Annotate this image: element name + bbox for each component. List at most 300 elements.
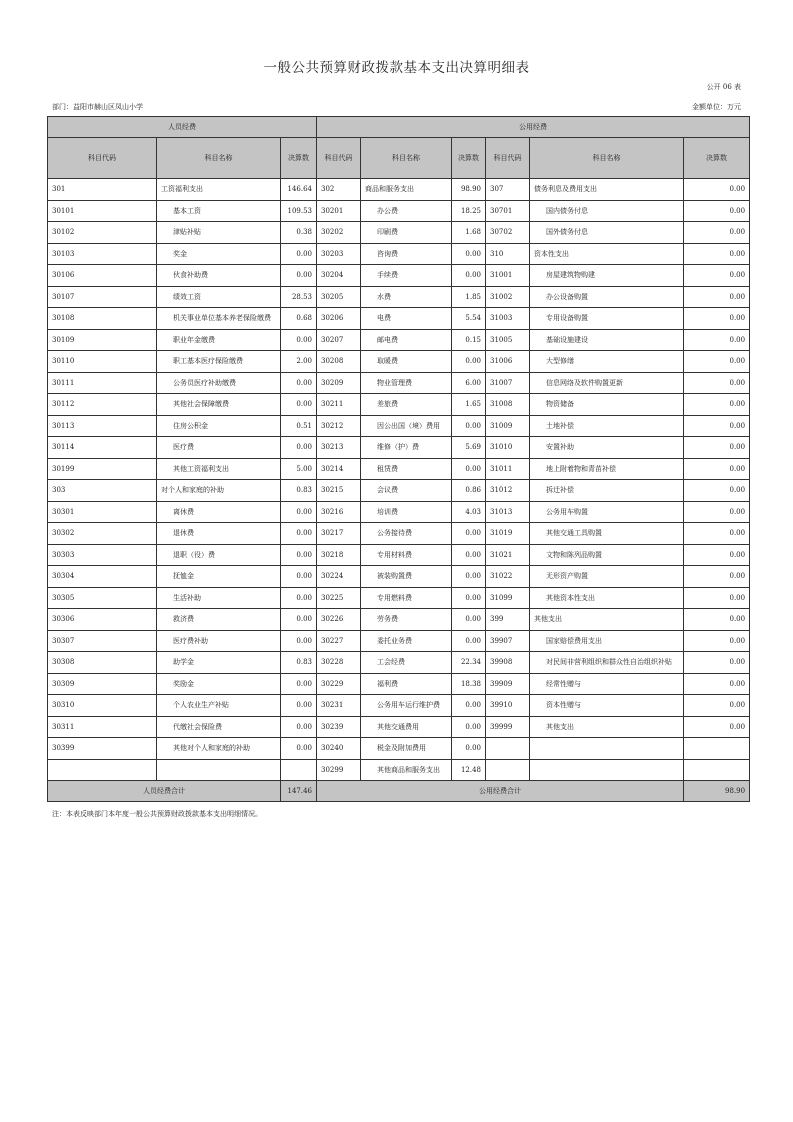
public-code-cell: 30201: [317, 200, 361, 222]
public-amount-cell: 0.00: [684, 716, 750, 738]
public-code-cell: 30216: [317, 501, 361, 523]
public-amount-cell: 0.00: [684, 501, 750, 523]
department-label: 部门：益阳市赫山区凤山小学: [52, 103, 143, 111]
personnel-amount-cell: 0.00: [281, 329, 317, 351]
personnel-amount-cell: 0.00: [281, 566, 317, 588]
public-amount-cell: 0.00: [684, 695, 750, 717]
personnel-code-cell: 30108: [48, 308, 157, 330]
public-name-cell: 取暖费: [361, 351, 452, 373]
public-name-cell: 印刷费: [361, 222, 452, 244]
public-code-cell: 30218: [317, 544, 361, 566]
personnel-code-cell: 30307: [48, 630, 157, 652]
table-row: [48, 458, 750, 480]
table-row: [48, 372, 750, 394]
public-code-cell: 31002: [486, 286, 530, 308]
public-amount-cell: 0.00: [684, 544, 750, 566]
personnel-name-cell: 离休费: [157, 501, 281, 523]
public-name-cell: 电费: [361, 308, 452, 330]
code-header: 科目代码: [48, 138, 157, 179]
public-code-cell: 31003: [486, 308, 530, 330]
header-column-row: [48, 138, 750, 179]
public-name-cell: 维修（护）费: [361, 437, 452, 459]
table-row: [48, 587, 750, 609]
personnel-name-cell: 公务员医疗补助缴费: [157, 372, 281, 394]
personnel-code-cell: 30102: [48, 222, 157, 244]
personnel-total-label: 人员经费合计: [48, 781, 281, 802]
public-name-cell: 其他交通费用: [361, 716, 452, 738]
public-name-cell: 其他交通工具购置: [530, 523, 684, 545]
public-amount-cell: 1.65: [452, 394, 486, 416]
personnel-amount-cell: 0.00: [281, 501, 317, 523]
public-header: 公用经费: [317, 117, 750, 138]
public-amount-cell: 0.00: [684, 587, 750, 609]
personnel-name-cell: 住房公积金: [157, 415, 281, 437]
public-code-cell: 31012: [486, 480, 530, 502]
personnel-amount-cell: 0.00: [281, 437, 317, 459]
public-code-cell: 30239: [317, 716, 361, 738]
table-row: [48, 265, 750, 287]
personnel-code-cell: 30302: [48, 523, 157, 545]
personnel-code-cell: 30107: [48, 286, 157, 308]
table-row: [48, 286, 750, 308]
public-amount-cell: 0.00: [684, 630, 750, 652]
amount-header: 决算数: [281, 138, 317, 179]
public-code-cell: 39910: [486, 695, 530, 717]
personnel-name-cell: 机关事业单位基本养老保险缴费: [157, 308, 281, 330]
public-name-cell: 因公出国（境）费用: [361, 415, 452, 437]
personnel-name-cell: 其他工资福利支出: [157, 458, 281, 480]
table-row: [48, 523, 750, 545]
public-code-cell: 302: [317, 179, 361, 201]
amount-header: 决算数: [452, 138, 486, 179]
public-name-cell: 工会经费: [361, 652, 452, 674]
name-header: 科目名称: [530, 138, 684, 179]
public-name-cell: 办公设备购置: [530, 286, 684, 308]
unit-label: 金额单位：万元: [692, 103, 741, 111]
public-amount-cell: 0.00: [452, 695, 486, 717]
public-amount-cell: 0.00: [452, 415, 486, 437]
public-amount-cell: 0.00: [684, 243, 750, 265]
public-name-cell: 无形资产购置: [530, 566, 684, 588]
public-amount-cell: 0.00: [684, 437, 750, 459]
public-amount-cell: [684, 738, 750, 760]
public-name-cell: 经常性赠与: [530, 673, 684, 695]
personnel-amount-cell: 0.00: [281, 523, 317, 545]
table-row: [48, 501, 750, 523]
personnel-name-cell: 退职（役）费: [157, 544, 281, 566]
personnel-code-cell: 30101: [48, 200, 157, 222]
public-name-cell: 信息网络及软件购置更新: [530, 372, 684, 394]
public-code-cell: 30211: [317, 394, 361, 416]
public-code-cell: 31006: [486, 351, 530, 373]
public-name-cell: 劳务费: [361, 609, 452, 631]
personnel-name-cell: 医疗费: [157, 437, 281, 459]
footnote: 注：本表反映部门本年度一般公共预算财政拨款基本支出明细情况。: [52, 810, 262, 818]
public-amount-cell: 0.00: [684, 458, 750, 480]
public-code-cell: 30227: [317, 630, 361, 652]
public-code-cell: 30217: [317, 523, 361, 545]
public-code-cell: 30205: [317, 286, 361, 308]
personnel-name-cell: 抚恤金: [157, 566, 281, 588]
public-code-cell: 30203: [317, 243, 361, 265]
personnel-amount-cell: 0.00: [281, 394, 317, 416]
public-name-cell: 差旅费: [361, 394, 452, 416]
public-name-cell: 被装购置费: [361, 566, 452, 588]
public-amount-cell: 22.34: [452, 652, 486, 674]
personnel-amount-cell: 146.64: [281, 179, 317, 201]
public-amount-cell: 0.00: [684, 222, 750, 244]
personnel-amount-cell: 0.51: [281, 415, 317, 437]
public-code-cell: 39907: [486, 630, 530, 652]
public-name-cell: 水费: [361, 286, 452, 308]
personnel-amount-cell: 0.00: [281, 738, 317, 760]
code-header: 科目代码: [317, 138, 361, 179]
public-code-cell: 30702: [486, 222, 530, 244]
public-amount-cell: 0.00: [684, 673, 750, 695]
public-name-cell: 其他商品和服务支出: [361, 759, 452, 781]
public-code-cell: [486, 759, 530, 781]
personnel-name-cell: 奖励金: [157, 673, 281, 695]
public-code-cell: 30224: [317, 566, 361, 588]
public-code-cell: 30206: [317, 308, 361, 330]
personnel-name-cell: 救济费: [157, 609, 281, 631]
public-amount-cell: 1.68: [452, 222, 486, 244]
table-row: [48, 243, 750, 265]
personnel-amount-cell: 0.83: [281, 652, 317, 674]
public-name-cell: 安置补助: [530, 437, 684, 459]
public-amount-cell: 0.00: [452, 716, 486, 738]
personnel-amount-cell: 0.00: [281, 673, 317, 695]
public-name-cell: 咨询费: [361, 243, 452, 265]
public-amount-cell: 0.00: [684, 415, 750, 437]
public-name-cell: 公务接待费: [361, 523, 452, 545]
personnel-code-cell: 30113: [48, 415, 157, 437]
personnel-code-cell: 301: [48, 179, 157, 201]
public-code-cell: 30701: [486, 200, 530, 222]
public-amount-cell: 0.00: [684, 523, 750, 545]
public-code-cell: 30208: [317, 351, 361, 373]
table-row: [48, 673, 750, 695]
table-row: [48, 351, 750, 373]
personnel-header: 人员经费: [48, 117, 317, 138]
personnel-code-cell: 30106: [48, 265, 157, 287]
personnel-name-cell: 其他对个人和家庭的补助: [157, 738, 281, 760]
public-name-cell: 物资储备: [530, 394, 684, 416]
public-amount-cell: 4.03: [452, 501, 486, 523]
public-amount-cell: 0.00: [684, 394, 750, 416]
public-name-cell: 其他支出: [530, 716, 684, 738]
table-row: [48, 308, 750, 330]
table-row: [48, 544, 750, 566]
public-amount-cell: 0.00: [684, 329, 750, 351]
name-header: 科目名称: [157, 138, 281, 179]
table-row: [48, 652, 750, 674]
public-code-cell: 31022: [486, 566, 530, 588]
personnel-name-cell: 职工基本医疗保险缴费: [157, 351, 281, 373]
public-amount-cell: 0.00: [452, 544, 486, 566]
personnel-code-cell: 30303: [48, 544, 157, 566]
personnel-amount-cell: 28.53: [281, 286, 317, 308]
public-name-cell: [530, 738, 684, 760]
personnel-code-cell: 30103: [48, 243, 157, 265]
public-code-cell: 31001: [486, 265, 530, 287]
personnel-amount-cell: 109.53: [281, 200, 317, 222]
public-name-cell: 办公费: [361, 200, 452, 222]
public-amount-cell: 0.00: [684, 308, 750, 330]
public-name-cell: 对民间非营利组织和群众性自治组织补贴: [530, 652, 684, 674]
public-amount-cell: 0.00: [684, 286, 750, 308]
public-code-cell: [486, 738, 530, 760]
public-amount-cell: 0.86: [452, 480, 486, 502]
public-amount-cell: 5.69: [452, 437, 486, 459]
table-body: [48, 179, 750, 781]
personnel-name-cell: 医疗费补助: [157, 630, 281, 652]
personnel-name-cell: 伙食补助费: [157, 265, 281, 287]
public-code-cell: 30228: [317, 652, 361, 674]
public-name-cell: 公务用车运行维护费: [361, 695, 452, 717]
public-amount-cell: 12.48: [452, 759, 486, 781]
public-name-cell: 土地补偿: [530, 415, 684, 437]
public-amount-cell: 0.00: [452, 458, 486, 480]
personnel-amount-cell: 0.00: [281, 372, 317, 394]
public-name-cell: [530, 759, 684, 781]
public-amount-cell: 6.00: [452, 372, 486, 394]
personnel-amount-cell: 5.00: [281, 458, 317, 480]
personnel-amount-cell: 0.00: [281, 243, 317, 265]
public-name-cell: 基础设施建设: [530, 329, 684, 351]
public-amount-cell: 0.00: [452, 265, 486, 287]
public-code-cell: 399: [486, 609, 530, 631]
public-amount-cell: 0.00: [452, 738, 486, 760]
public-name-cell: 税金及附加费用: [361, 738, 452, 760]
personnel-total-value: 147.46: [281, 781, 317, 802]
public-amount-cell: [684, 759, 750, 781]
personnel-name-cell: 职业年金缴费: [157, 329, 281, 351]
public-name-cell: 租赁费: [361, 458, 452, 480]
personnel-amount-cell: 0.38: [281, 222, 317, 244]
personnel-amount-cell: 0.00: [281, 716, 317, 738]
name-header: 科目名称: [361, 138, 452, 179]
table-row: [48, 716, 750, 738]
table-row: [48, 329, 750, 351]
personnel-code-cell: [48, 759, 157, 781]
expenditure-table: [47, 116, 750, 802]
table-row: [48, 222, 750, 244]
personnel-amount-cell: 0.00: [281, 544, 317, 566]
public-name-cell: 邮电费: [361, 329, 452, 351]
public-amount-cell: 0.00: [684, 480, 750, 502]
amount-header: 决算数: [684, 138, 750, 179]
public-amount-cell: 0.00: [452, 609, 486, 631]
table-row: [48, 200, 750, 222]
public-amount-cell: 98.90: [452, 179, 486, 201]
public-name-cell: 资本性赠与: [530, 695, 684, 717]
public-code-cell: 31013: [486, 501, 530, 523]
public-name-cell: 房屋建筑物购建: [530, 265, 684, 287]
public-code-cell: 39908: [486, 652, 530, 674]
personnel-name-cell: 基本工资: [157, 200, 281, 222]
personnel-amount-cell: 0.00: [281, 265, 317, 287]
personnel-code-cell: 30109: [48, 329, 157, 351]
personnel-code-cell: 30114: [48, 437, 157, 459]
personnel-amount-cell: 2.00: [281, 351, 317, 373]
personnel-code-cell: 30301: [48, 501, 157, 523]
public-name-cell: 手续费: [361, 265, 452, 287]
personnel-name-cell: 工资福利支出: [157, 179, 281, 201]
personnel-code-cell: 303: [48, 480, 157, 502]
personnel-amount-cell: 0.00: [281, 609, 317, 631]
public-code-cell: 30215: [317, 480, 361, 502]
personnel-amount-cell: 0.83: [281, 480, 317, 502]
totals-row: [48, 781, 750, 802]
public-code-cell: 31019: [486, 523, 530, 545]
personnel-code-cell: 30110: [48, 351, 157, 373]
public-code-cell: 30229: [317, 673, 361, 695]
public-name-cell: 公务用车购置: [530, 501, 684, 523]
page-title: 一般公共预算财政拨款基本支出决算明细表: [263, 60, 530, 76]
public-amount-cell: 0.00: [684, 372, 750, 394]
personnel-amount-cell: 0.00: [281, 587, 317, 609]
public-code-cell: 31011: [486, 458, 530, 480]
public-name-cell: 大型修缮: [530, 351, 684, 373]
table-row: [48, 630, 750, 652]
personnel-name-cell: 津贴补贴: [157, 222, 281, 244]
personnel-name-cell: 生活补助: [157, 587, 281, 609]
personnel-name-cell: 奖金: [157, 243, 281, 265]
personnel-code-cell: 30311: [48, 716, 157, 738]
public-amount-cell: 5.54: [452, 308, 486, 330]
public-name-cell: 文物和陈列品购置: [530, 544, 684, 566]
personnel-name-cell: 对个人和家庭的补助: [157, 480, 281, 502]
public-code-cell: 30299: [317, 759, 361, 781]
public-code-cell: 30209: [317, 372, 361, 394]
table-row: [48, 609, 750, 631]
public-amount-cell: 0.00: [684, 609, 750, 631]
public-code-cell: 30214: [317, 458, 361, 480]
public-name-cell: 其他支出: [530, 609, 684, 631]
table-row: [48, 179, 750, 201]
public-amount-cell: 18.38: [452, 673, 486, 695]
public-amount-cell: 0.00: [684, 351, 750, 373]
public-code-cell: 31099: [486, 587, 530, 609]
public-name-cell: 专用材料费: [361, 544, 452, 566]
public-code-cell: 310: [486, 243, 530, 265]
public-code-cell: 31007: [486, 372, 530, 394]
public-code-cell: 30231: [317, 695, 361, 717]
public-code-cell: 30212: [317, 415, 361, 437]
public-code-cell: 31008: [486, 394, 530, 416]
public-name-cell: 资本性支出: [530, 243, 684, 265]
form-number: 公开 06 表: [706, 83, 741, 91]
personnel-name-cell: 个人农业生产补贴: [157, 695, 281, 717]
table-row: [48, 394, 750, 416]
public-name-cell: 物业管理费: [361, 372, 452, 394]
public-code-cell: 30226: [317, 609, 361, 631]
table-row: [48, 480, 750, 502]
public-name-cell: 国家赔偿费用支出: [530, 630, 684, 652]
header-group-row: [48, 117, 750, 138]
public-amount-cell: 0.00: [684, 200, 750, 222]
personnel-amount-cell: 0.00: [281, 695, 317, 717]
public-code-cell: 39999: [486, 716, 530, 738]
personnel-name-cell: 退休费: [157, 523, 281, 545]
public-name-cell: 专用设备购置: [530, 308, 684, 330]
personnel-amount-cell: 0.68: [281, 308, 317, 330]
table-row: [48, 437, 750, 459]
public-code-cell: 30240: [317, 738, 361, 760]
personnel-name-cell: 代缴社会保险费: [157, 716, 281, 738]
public-code-cell: 307: [486, 179, 530, 201]
public-name-cell: 专用燃料费: [361, 587, 452, 609]
public-name-cell: 债务利息及费用支出: [530, 179, 684, 201]
public-code-cell: 30204: [317, 265, 361, 287]
personnel-code-cell: 30112: [48, 394, 157, 416]
public-amount-cell: 0.00: [684, 179, 750, 201]
personnel-name-cell: [157, 759, 281, 781]
public-code-cell: 31010: [486, 437, 530, 459]
personnel-name-cell: 其他社会保障缴费: [157, 394, 281, 416]
public-name-cell: 拆迁补偿: [530, 480, 684, 502]
public-total-label: 公用经费合计: [317, 781, 684, 802]
public-amount-cell: 1.85: [452, 286, 486, 308]
public-code-cell: 31009: [486, 415, 530, 437]
personnel-code-cell: 30304: [48, 566, 157, 588]
public-amount-cell: 0.00: [452, 351, 486, 373]
personnel-name-cell: 助学金: [157, 652, 281, 674]
public-name-cell: 地上附着物和青苗补偿: [530, 458, 684, 480]
public-name-cell: 国外债务付息: [530, 222, 684, 244]
public-amount-cell: 0.00: [684, 652, 750, 674]
public-amount-cell: 0.00: [684, 265, 750, 287]
public-amount-cell: 18.25: [452, 200, 486, 222]
public-code-cell: 31005: [486, 329, 530, 351]
personnel-code-cell: 30399: [48, 738, 157, 760]
table-row: [48, 415, 750, 437]
code-header: 科目代码: [486, 138, 530, 179]
personnel-code-cell: 30310: [48, 695, 157, 717]
personnel-code-cell: 30306: [48, 609, 157, 631]
personnel-code-cell: 30111: [48, 372, 157, 394]
public-total-value: 98.90: [684, 781, 750, 802]
public-amount-cell: 0.00: [452, 243, 486, 265]
public-amount-cell: 0.00: [452, 630, 486, 652]
personnel-code-cell: 30309: [48, 673, 157, 695]
public-code-cell: 30207: [317, 329, 361, 351]
public-code-cell: 30225: [317, 587, 361, 609]
public-amount-cell: 0.00: [452, 566, 486, 588]
public-name-cell: 委托业务费: [361, 630, 452, 652]
public-name-cell: 其他资本性支出: [530, 587, 684, 609]
personnel-amount-cell: 0.00: [281, 630, 317, 652]
public-name-cell: 会议费: [361, 480, 452, 502]
public-name-cell: 福利费: [361, 673, 452, 695]
public-name-cell: 商品和服务支出: [361, 179, 452, 201]
public-amount-cell: 0.00: [452, 587, 486, 609]
public-amount-cell: 0.00: [684, 566, 750, 588]
personnel-code-cell: 30199: [48, 458, 157, 480]
personnel-code-cell: 30308: [48, 652, 157, 674]
table-row: [48, 695, 750, 717]
public-amount-cell: 0.15: [452, 329, 486, 351]
public-code-cell: 30202: [317, 222, 361, 244]
public-code-cell: 31021: [486, 544, 530, 566]
table-row: [48, 738, 750, 760]
personnel-amount-cell: [281, 759, 317, 781]
table-row: [48, 566, 750, 588]
public-name-cell: 国内债务付息: [530, 200, 684, 222]
personnel-name-cell: 绩效工资: [157, 286, 281, 308]
public-code-cell: 30213: [317, 437, 361, 459]
